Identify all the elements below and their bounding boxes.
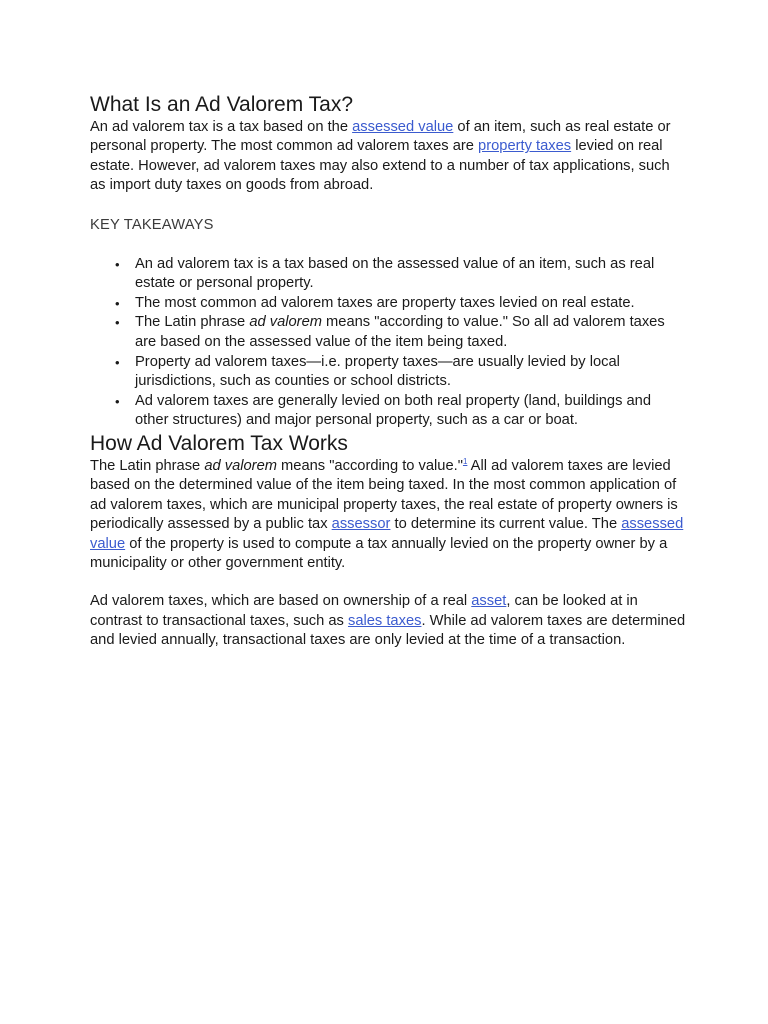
- bullet-icon: •: [115, 295, 120, 311]
- article: [90, 92, 686, 651]
- emphasis-text: ad valorem: [204, 457, 277, 474]
- text-span: , can be looked at in contrast to transactional taxes, such as: [90, 593, 638, 629]
- list-item-text: An ad valorem tax is a tax based on the assessed value of an item, such as real estate or personal property.: [135, 255, 655, 292]
- list-item: [115, 392, 686, 431]
- assessed-value-link[interactable]: assessed value: [90, 516, 684, 552]
- contrast-paragraph: [90, 592, 686, 650]
- bullet-icon: •: [115, 393, 120, 409]
- list-item-text: means "according to value." So all ad valorem taxes are based on the assessed value of the item being taxed.: [135, 314, 665, 350]
- bullet-icon: •: [115, 354, 120, 370]
- text-span: to determine its current value. The: [390, 516, 622, 533]
- list-item-text: The most common ad valorem taxes are property taxes levied on real estate.: [135, 294, 635, 311]
- text-span: of an item, such as real estate or personal property. The most common ad valorem taxes are: [90, 119, 671, 155]
- text-span: The Latin phrase: [90, 457, 205, 474]
- list-item-text: Property ad valorem taxes—i.e. property taxes—are usually levied by local jurisdictions, such as counties or school districts.: [135, 353, 620, 390]
- text-span: levied on real estate. However, ad valorem taxes may also extend to a number of tax applications, such as import duty taxes on goods from abroad.: [90, 138, 670, 194]
- list-item: [115, 313, 686, 352]
- list-item: [115, 353, 686, 392]
- section-heading-how-it-works: How Ad Valorem Tax Works: [90, 431, 348, 455]
- intro-paragraph: [90, 118, 686, 196]
- bullet-icon: •: [115, 256, 120, 272]
- assessor-link[interactable]: assessor: [331, 516, 391, 533]
- property-taxes-link[interactable]: property taxes: [478, 138, 572, 155]
- text-span: An ad valorem tax is a tax based on the: [90, 119, 353, 135]
- list-item-text: The Latin phrase: [135, 314, 250, 331]
- sales-taxes-link[interactable]: sales taxes: [347, 612, 422, 629]
- list-item-text: Ad valorem taxes are generally levied on both real property (land, buildings and other structures) and major personal property, such as a car or boat.: [135, 392, 651, 429]
- text-span: means "according to value.": [276, 457, 463, 474]
- section-heading-what-is: What Is an Ad Valorem Tax?: [90, 93, 354, 116]
- assessed-value-link[interactable]: assessed value: [352, 119, 454, 135]
- list-item: [115, 294, 686, 314]
- asset-link[interactable]: asset: [471, 593, 507, 610]
- emphasis-text: ad valorem: [249, 314, 322, 331]
- key-takeaways-title: KEY TAKEAWAYS: [90, 216, 214, 233]
- list-item: [115, 255, 686, 294]
- how-it-works-paragraph: [90, 457, 686, 573]
- text-span: of the property is used to compute a tax annually levied on the property owner by a municipality or other government entity.: [90, 535, 668, 571]
- text-span: All ad valorem taxes are levied based on the determined value of the item being taxed. In the most common application of ad valorem taxes, which are municipal property taxes, the real estate of property owners is periodically assessed by a public tax: [90, 457, 678, 533]
- bullet-icon: •: [115, 315, 120, 331]
- text-span: . While ad valorem taxes are determined and levied annually, transactional taxes are only levied at the time of a transaction.: [90, 612, 686, 649]
- footnote-link[interactable]: 1: [462, 457, 468, 467]
- text-span: Ad valorem taxes, which are based on ownership of a real: [90, 593, 472, 610]
- key-takeaways-list: [90, 255, 686, 431]
